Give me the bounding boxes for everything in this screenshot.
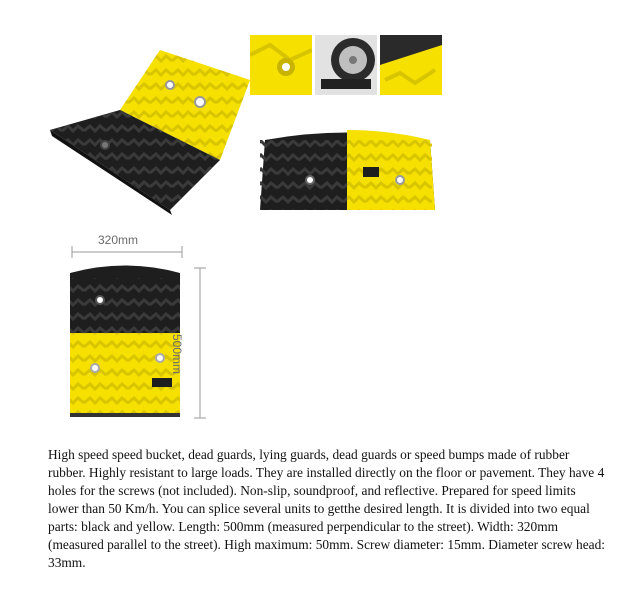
thumbnail-car-wheel[interactable]	[315, 35, 377, 95]
dimension-diagram	[40, 228, 230, 428]
speed-bump-angled-photo	[40, 40, 255, 215]
product-description: High speed speed bucket, dead guards, lying guards, dead guards or speed bumps made of rubber rubber. Highly resistant to large loads. They are installed directly on the floor or pavement. They have 4 holes for the screws (not included). Non-slip, soundproof, and reflective. Prepared for speed limits lower than 50 Km/h. You can splice several units to getthe desired length. It is divided into two equal parts: black and yellow. Length: 500mm (measured perpendicular to the street). Width: 320mm (measured parallel to the street). High maximum: 50mm. Screw diameter: 15mm. Diameter screw head: 33mm.	[48, 447, 606, 570]
length-dimension-label: 500mm	[170, 334, 184, 375]
width-dimension-label: 320mm	[98, 233, 139, 247]
speed-bump-front-photo	[255, 125, 440, 215]
thumbnail-bump-edge[interactable]	[380, 35, 442, 95]
thumbnail-yellow-closeup[interactable]	[250, 35, 312, 95]
